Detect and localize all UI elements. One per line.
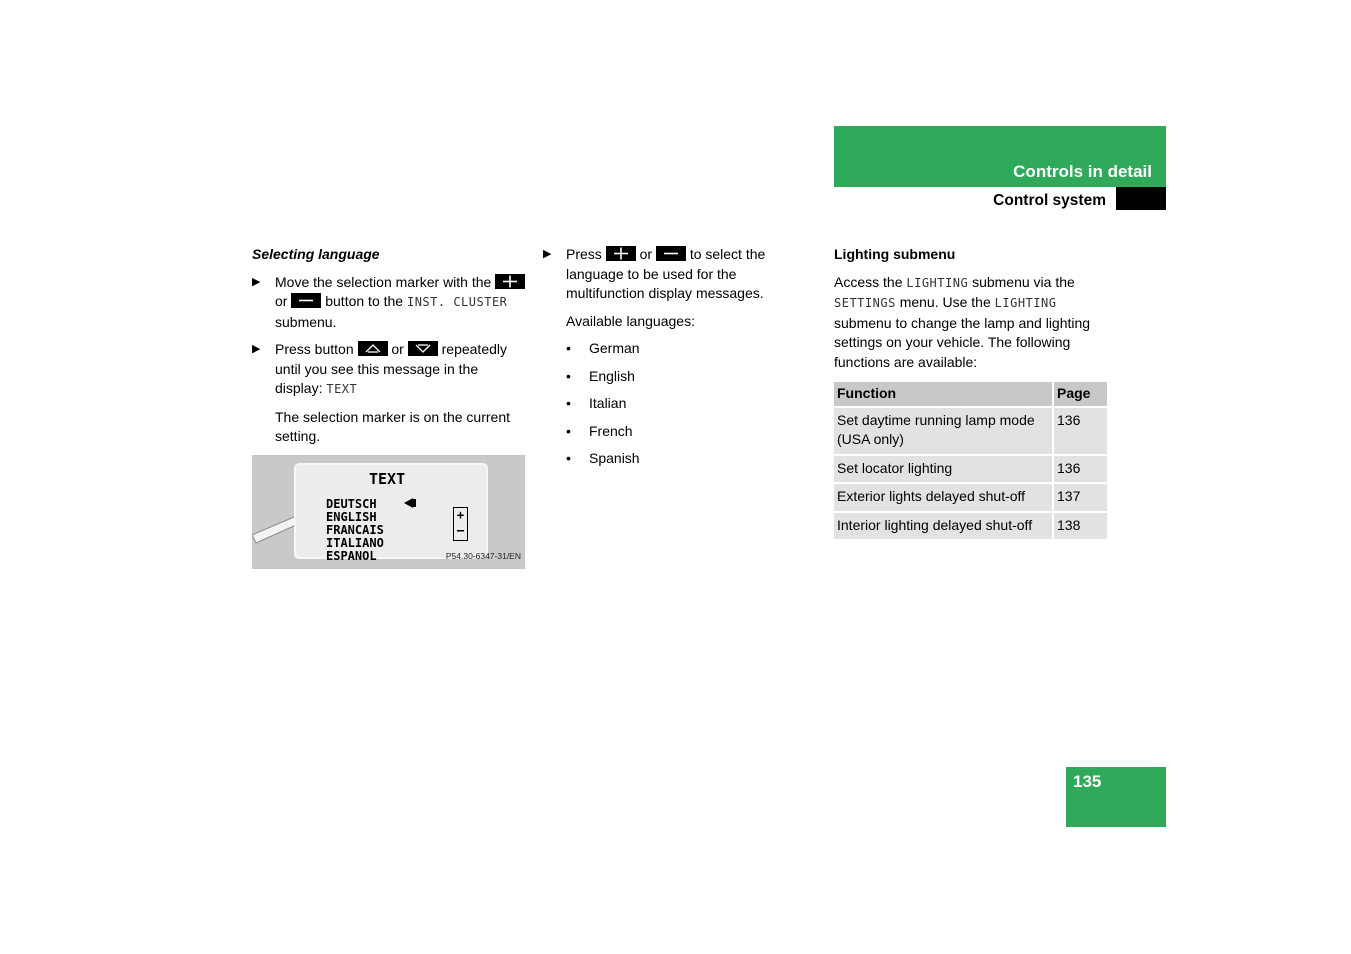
minus-key-icon xyxy=(291,293,321,308)
lighting-functions-table xyxy=(834,382,1107,541)
heading-selecting-language: Selecting language xyxy=(252,246,380,262)
code-inst-cluster: INST. CLUSTER xyxy=(406,295,508,309)
lcd-line: ESPANOL xyxy=(326,548,377,563)
lcd-line: FRANCAIS xyxy=(326,522,384,537)
lcd-line: DEUTSCH xyxy=(326,496,377,511)
table-row: Set locator lighting 136 xyxy=(834,455,1107,484)
plus-key-icon xyxy=(606,246,636,261)
language-list xyxy=(543,339,815,469)
step-select-language: ▶ Press or to select the language to be used for the multifunction display messages. xyxy=(543,246,766,301)
subsection-title: Control system xyxy=(993,192,1106,209)
table-row: Set daytime running lamp mode (USA only) 136 xyxy=(834,407,1107,455)
instrument-display-image xyxy=(252,455,525,569)
step-arrow-icon: ▶ xyxy=(543,248,552,260)
list-item: • French xyxy=(566,422,633,439)
column-lighting-submenu xyxy=(834,245,1108,541)
table-header: Function xyxy=(834,382,1053,407)
subheader xyxy=(834,187,1166,211)
lighting-intro: Access the LIGHTING submenu via the SETTINGS menu. Use the LIGHTING submenu to change the lamp and lighting settings on your vehicle. The following functions are available: xyxy=(834,273,1091,370)
minus-key-icon xyxy=(656,246,686,261)
table-header-row xyxy=(834,382,1107,407)
lcd-title: TEXT xyxy=(369,469,406,488)
list-item: • Italian xyxy=(566,395,627,411)
selection-note: The selection marker is on the current setting. xyxy=(275,408,510,444)
code-text: TEXT xyxy=(326,382,358,396)
lcd-line: ENGLISH xyxy=(326,509,377,524)
scroll-up-key-icon xyxy=(358,341,388,356)
section-title: Controls in detail xyxy=(1013,161,1152,181)
plus-minus-indicator: + – xyxy=(453,507,468,541)
scroll-down-key-icon xyxy=(408,341,438,356)
available-languages-label: Available languages: xyxy=(566,312,695,329)
code-lighting: LIGHTING xyxy=(994,296,1057,310)
header-bar xyxy=(834,126,1166,187)
list-item: • Spanish xyxy=(566,450,640,466)
step-press-button: ▶ Press button or repeatedly until you see this message in the display: TEXT xyxy=(252,341,508,396)
image-reference: P54.30-6347-31/EN xyxy=(445,551,521,561)
table-row: Interior lighting delayed shut-off 138 xyxy=(834,512,1107,541)
code-lighting: LIGHTING xyxy=(906,275,969,290)
step-move-marker: ▶ Move the selection marker with the or button to the INST. CLUSTER submenu. xyxy=(252,273,526,333)
list-item: • English xyxy=(566,367,635,384)
thumb-tab xyxy=(1116,187,1166,210)
table-header: Page xyxy=(1053,382,1107,407)
table-row: Exterior lights delayed shut-off 137 xyxy=(834,483,1107,512)
step-arrow-icon: ▶ xyxy=(252,343,261,355)
page-number: 135 xyxy=(1073,772,1102,791)
column-languages xyxy=(543,245,815,477)
column-selecting-language xyxy=(252,245,526,569)
selection-marker-icon xyxy=(404,497,418,509)
list-item: • German xyxy=(566,340,640,356)
plus-key-icon xyxy=(495,274,525,289)
heading-lighting-submenu: Lighting submenu xyxy=(834,246,956,262)
page-number-tab xyxy=(1066,767,1166,827)
lcd-line: ITALIANO xyxy=(326,535,384,550)
code-settings: SETTINGS xyxy=(834,296,896,310)
step-arrow-icon: ▶ xyxy=(252,275,261,288)
